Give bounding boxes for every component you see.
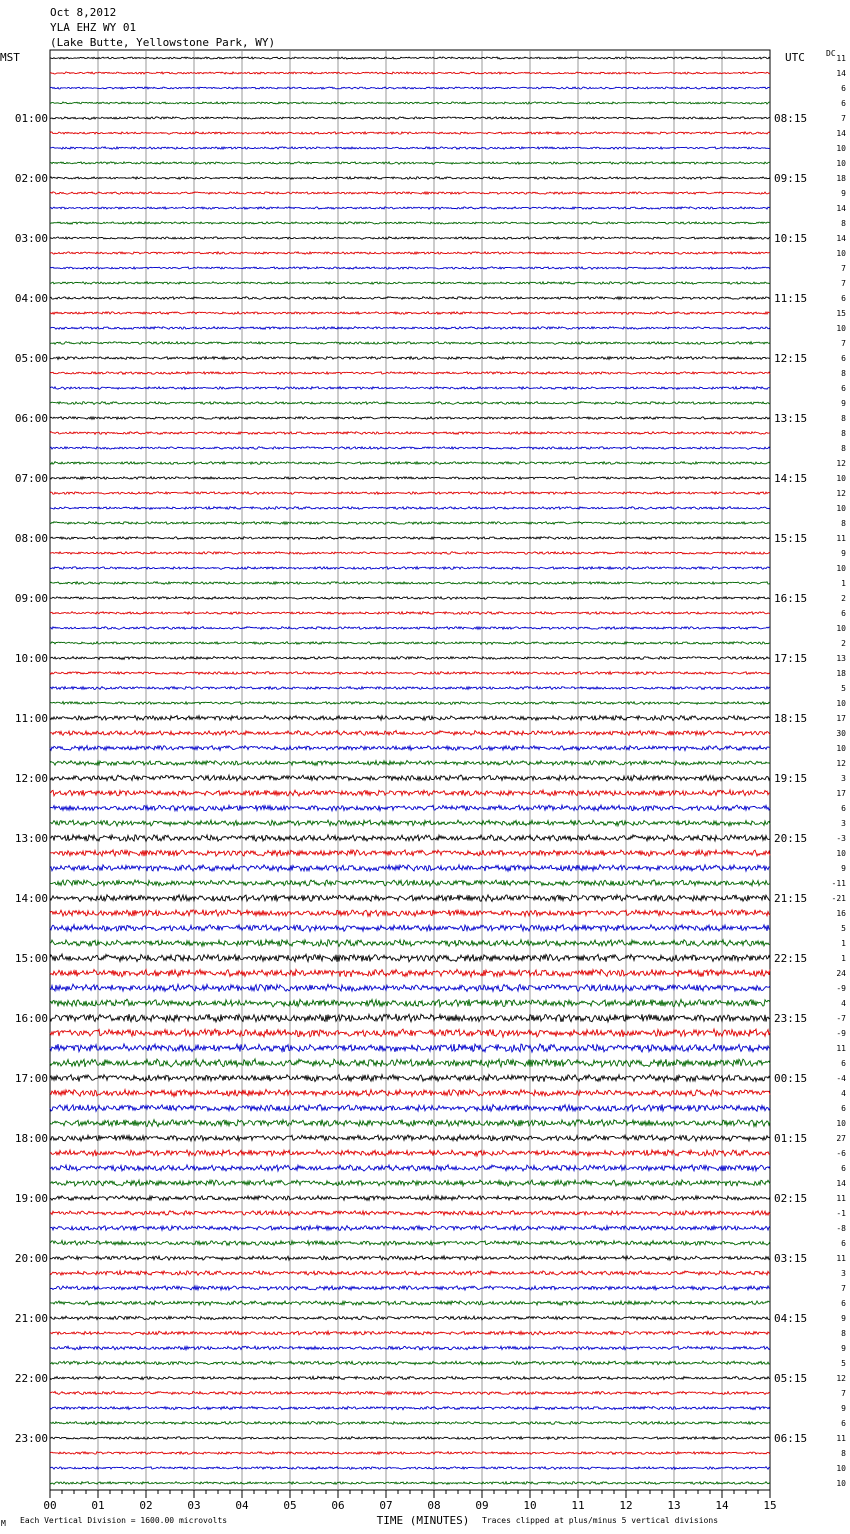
left-hour-label: 01:00 — [14, 112, 48, 125]
seismic-trace — [50, 1089, 770, 1096]
right-hour-label: 13:15 — [774, 412, 808, 425]
seismic-trace — [50, 597, 770, 600]
dc-offset-label: 5 — [841, 684, 846, 693]
seismic-trace — [50, 1196, 770, 1201]
right-hour-label: 18:15 — [774, 712, 808, 725]
dc-offset-label: 6 — [841, 1104, 846, 1113]
dc-offset-label: 9 — [841, 1404, 846, 1413]
chart-date: Oct 8,2012 — [50, 6, 117, 19]
dc-offset-label: 7 — [841, 264, 846, 273]
seismic-trace — [50, 117, 770, 119]
dc-offset-label: 9 — [841, 864, 846, 873]
dc-offset-label: 6 — [841, 609, 846, 618]
left-hour-label: 08:00 — [14, 532, 48, 545]
dc-offset-label: 13 — [836, 654, 846, 663]
seismic-trace — [50, 477, 770, 480]
left-hour-label: 19:00 — [14, 1192, 48, 1205]
dc-offset-label: 6 — [841, 99, 846, 108]
dc-offset-label: 11 — [836, 1434, 846, 1443]
seismic-trace — [50, 1059, 770, 1067]
left-hour-label: 12:00 — [14, 772, 48, 785]
dc-offset-label: 9 — [841, 189, 846, 198]
left-hour-label: 04:00 — [14, 292, 48, 305]
dc-offset-label: 10 — [836, 504, 846, 513]
seismic-trace — [50, 462, 770, 465]
seismic-trace — [50, 850, 770, 856]
seismic-trace — [50, 1271, 770, 1275]
dc-offset-label: 12 — [836, 459, 846, 468]
dc-offset-label: 2 — [841, 594, 846, 603]
right-hour-label: 21:15 — [774, 892, 808, 905]
dc-offset-label: 6 — [841, 354, 846, 363]
right-hour-label: 22:15 — [774, 952, 808, 965]
seismic-trace — [50, 567, 770, 570]
right-hour-label: 08:15 — [774, 112, 808, 125]
x-tick-label: 12 — [619, 1499, 633, 1512]
dc-offset-label: 3 — [841, 1269, 846, 1278]
seismic-trace — [50, 761, 770, 766]
x-tick-label: 04 — [235, 1499, 249, 1512]
dc-offset-label: 7 — [841, 114, 846, 123]
dc-offset-label: 10 — [836, 249, 846, 258]
seismic-trace — [50, 790, 770, 796]
seismic-trace — [50, 984, 770, 991]
seismic-trace — [50, 642, 770, 645]
dc-offset-label: 15 — [836, 309, 846, 318]
seismic-trace — [50, 999, 770, 1007]
right-hour-label: 17:15 — [774, 652, 808, 665]
seismic-trace — [50, 162, 770, 165]
seismic-trace — [50, 222, 770, 224]
seismic-trace — [50, 537, 770, 540]
dc-offset-label: 11 — [836, 54, 846, 63]
dc-offset-label: 8 — [841, 519, 846, 528]
right-hour-label: 16:15 — [774, 592, 808, 605]
left-hour-label: 16:00 — [14, 1012, 48, 1025]
seismic-trace — [50, 672, 770, 675]
seismic-trace — [50, 1075, 770, 1082]
dc-offset-label: -6 — [836, 1149, 846, 1158]
x-tick-label: 09 — [475, 1499, 489, 1512]
dc-offset-label: 5 — [841, 924, 846, 933]
dc-offset-label: 6 — [841, 1059, 846, 1068]
seismic-trace — [50, 1014, 770, 1022]
dc-offset-label: 9 — [841, 549, 846, 558]
left-hour-label: 23:00 — [14, 1432, 48, 1445]
dc-offset-label: -9 — [836, 1029, 846, 1038]
plot-area — [15, 50, 846, 1512]
right-hour-label: 09:15 — [774, 172, 808, 185]
dc-offset-label: 6 — [841, 384, 846, 393]
dc-offset-label: 18 — [836, 669, 846, 678]
dc-offset-label: 7 — [841, 1389, 846, 1398]
seismic-trace — [50, 1029, 770, 1037]
seismic-trace — [50, 432, 770, 435]
dc-offset-label: 7 — [841, 279, 846, 288]
seismic-trace — [50, 746, 770, 751]
station-code: YLA EHZ WY 01 — [50, 21, 137, 34]
dc-offset-label: 4 — [841, 999, 846, 1008]
seismic-trace — [50, 207, 770, 209]
dc-offset-label: 10 — [836, 474, 846, 483]
left-hour-label: 06:00 — [14, 412, 48, 425]
seismic-trace — [50, 72, 770, 74]
seismic-trace — [50, 342, 770, 345]
right-hour-label: 04:15 — [774, 1312, 808, 1325]
dc-offset-label: 14 — [836, 204, 846, 213]
dc-offset-label: 10 — [836, 1479, 846, 1488]
seismic-trace — [50, 925, 770, 932]
dc-offset-label: 14 — [836, 234, 846, 243]
dc-offset-label: 4 — [841, 1089, 846, 1098]
left-hour-label: 14:00 — [14, 892, 48, 905]
seismic-trace — [50, 657, 770, 660]
seismic-trace — [50, 835, 770, 842]
dc-offset-label: 8 — [841, 1449, 846, 1458]
dc-offset-label: 11 — [836, 1194, 846, 1203]
dc-offset-label: 1 — [841, 954, 846, 963]
seismic-trace — [50, 716, 770, 721]
right-hour-label: 20:15 — [774, 832, 808, 845]
dc-offset-label: 24 — [836, 969, 846, 978]
dc-offset-label: 6 — [841, 1239, 846, 1248]
dc-offset-label: 8 — [841, 1329, 846, 1338]
dc-offset-label: 14 — [836, 69, 846, 78]
clip-note: Traces clipped at plus/minus 5 vertical divisions — [482, 1516, 719, 1525]
seismic-trace — [50, 177, 770, 179]
seismic-trace — [50, 1119, 770, 1126]
seismic-trace — [50, 805, 770, 811]
dc-offset-label: 12 — [836, 759, 846, 768]
seismic-trace — [50, 417, 770, 420]
seismic-trace — [50, 1286, 770, 1290]
dc-offset-label: 10 — [836, 144, 846, 153]
seismic-trace — [50, 192, 770, 194]
seismic-trace — [50, 627, 770, 630]
dc-offset-label: 30 — [836, 729, 846, 738]
dc-offset-label: 17 — [836, 789, 846, 798]
right-hour-label: 05:15 — [774, 1372, 808, 1385]
scale-note: Each Vertical Division = 1600.00 microvolts — [20, 1516, 228, 1525]
seismic-trace — [50, 1211, 770, 1216]
seismic-trace — [50, 57, 770, 59]
dc-offset-label: 6 — [841, 1299, 846, 1308]
seismic-trace — [50, 252, 770, 254]
x-tick-label: 08 — [427, 1499, 441, 1512]
right-hour-label: 15:15 — [774, 532, 808, 545]
seismic-trace — [50, 910, 770, 917]
x-tick-label: 10 — [523, 1499, 537, 1512]
seismic-trace — [50, 1361, 770, 1365]
dc-offset-label: 8 — [841, 369, 846, 378]
dc-offset-label: -1 — [836, 1209, 846, 1218]
seismic-trace — [50, 1180, 770, 1186]
left-hour-label: 03:00 — [14, 232, 48, 245]
left-timezone-label: MST — [0, 51, 20, 64]
dc-offset-label: 9 — [841, 399, 846, 408]
seismic-trace — [50, 687, 770, 690]
dc-offset-label: 8 — [841, 429, 846, 438]
seismic-trace — [50, 1316, 770, 1320]
dc-offset-label: 8 — [841, 414, 846, 423]
right-hour-label: 12:15 — [774, 352, 808, 365]
left-hour-label: 10:00 — [14, 652, 48, 665]
station-location: (Lake Butte, Yellowstone Park, WY) — [50, 36, 276, 49]
seismic-trace — [50, 282, 770, 284]
dc-offset-label: 10 — [836, 744, 846, 753]
dc-offset-label: -9 — [836, 984, 846, 993]
dc-offset-label: 6 — [841, 804, 846, 813]
x-tick-label: 14 — [715, 1499, 729, 1512]
seismic-trace — [50, 702, 770, 705]
seismic-trace — [50, 731, 770, 736]
seismic-trace — [50, 267, 770, 270]
x-tick-label: 00 — [43, 1499, 57, 1512]
seismic-trace — [50, 372, 770, 375]
seismic-trace — [50, 820, 770, 826]
footer-mark: M — [1, 1519, 6, 1528]
dc-offset-label: 8 — [841, 444, 846, 453]
seismic-trace — [50, 1437, 770, 1440]
right-hour-label: 23:15 — [774, 1012, 808, 1025]
seismic-trace — [50, 552, 770, 555]
dc-offset-label: 1 — [841, 579, 846, 588]
dc-offset-label: -7 — [836, 1014, 846, 1023]
seismic-trace — [50, 357, 770, 360]
dc-offset-label: 18 — [836, 174, 846, 183]
dc-offset-label: -8 — [836, 1224, 846, 1233]
seismic-trace — [50, 1226, 770, 1231]
dc-offset-label: 17 — [836, 714, 846, 723]
dc-offset-label: 14 — [836, 1179, 846, 1188]
dc-offset-label: 16 — [836, 909, 846, 918]
left-hour-label: 02:00 — [14, 172, 48, 185]
x-tick-label: 02 — [139, 1499, 153, 1512]
seismic-trace — [50, 1135, 770, 1141]
dc-offset-label: 14 — [836, 129, 846, 138]
dc-offset-label: 9 — [841, 1344, 846, 1353]
x-tick-label: 03 — [187, 1499, 201, 1512]
seismic-trace — [50, 297, 770, 300]
seismic-trace — [50, 1241, 770, 1246]
seismic-trace — [50, 492, 770, 495]
dc-offset-label: 7 — [841, 1284, 846, 1293]
dc-offset-label: 10 — [836, 699, 846, 708]
right-hour-label: 01:15 — [774, 1132, 808, 1145]
left-hour-label: 20:00 — [14, 1252, 48, 1265]
left-hour-label: 09:00 — [14, 592, 48, 605]
dc-offset-label: 10 — [836, 849, 846, 858]
seismic-trace — [50, 1406, 770, 1409]
right-hour-label: 03:15 — [774, 1252, 808, 1265]
dc-offset-label: 6 — [841, 1419, 846, 1428]
right-hour-label: 06:15 — [774, 1432, 808, 1445]
seismic-trace — [50, 775, 770, 781]
dc-offset-label: 9 — [841, 1314, 846, 1323]
seismic-trace — [50, 895, 770, 902]
right-hour-label: 19:15 — [774, 772, 808, 785]
seismic-trace — [50, 1105, 770, 1112]
seismic-trace — [50, 402, 770, 405]
dc-offset-label: 11 — [836, 534, 846, 543]
seismic-trace — [50, 1452, 770, 1455]
x-tick-label: 15 — [763, 1499, 777, 1512]
seismic-trace — [50, 1150, 770, 1156]
seismic-trace — [50, 1346, 770, 1350]
seismic-trace — [50, 507, 770, 510]
seismic-trace — [50, 132, 770, 134]
seismic-trace — [50, 954, 770, 962]
left-hour-label: 22:00 — [14, 1372, 48, 1385]
seismic-trace — [50, 1165, 770, 1171]
seismic-trace — [50, 1467, 770, 1470]
seismic-trace — [50, 87, 770, 89]
x-axis-title: TIME (MINUTES) — [376, 1514, 470, 1527]
seismic-trace — [50, 1256, 770, 1260]
seismic-trace — [50, 1376, 770, 1379]
seismic-trace — [50, 1391, 770, 1394]
left-hour-label: 15:00 — [14, 952, 48, 965]
dc-offset-label: 3 — [841, 774, 846, 783]
seismic-trace — [50, 327, 770, 330]
seismic-trace — [50, 522, 770, 525]
dc-offset-label: 12 — [836, 1374, 846, 1383]
dc-offset-label: -21 — [831, 894, 846, 903]
dc-offset-label: 5 — [841, 1359, 846, 1368]
left-hour-label: 05:00 — [14, 352, 48, 365]
seismic-trace — [50, 969, 770, 977]
dc-offset-label: 11 — [836, 1254, 846, 1263]
seismic-trace — [50, 880, 770, 886]
seismic-trace — [50, 312, 770, 315]
dc-offset-label: -3 — [836, 834, 846, 843]
seismic-trace — [50, 147, 770, 149]
right-hour-label: 14:15 — [774, 472, 808, 485]
dc-offset-label: 10 — [836, 564, 846, 573]
right-hour-label: 11:15 — [774, 292, 808, 305]
dc-offset-label: 10 — [836, 624, 846, 633]
right-hour-label: 00:15 — [774, 1072, 808, 1085]
dc-offset-label: 11 — [836, 1044, 846, 1053]
seismic-trace — [50, 447, 770, 450]
seismic-trace — [50, 102, 770, 104]
right-hour-label: 02:15 — [774, 1192, 808, 1205]
dc-offset-label: 1 — [841, 939, 846, 948]
seismic-trace — [50, 1421, 770, 1424]
dc-offset-label: 3 — [841, 819, 846, 828]
seismic-trace — [50, 582, 770, 585]
seismic-trace — [50, 612, 770, 615]
seismic-trace — [50, 940, 770, 947]
x-tick-label: 07 — [379, 1499, 393, 1512]
right-timezone-label: UTC — [785, 51, 805, 64]
dc-offset-label: -11 — [831, 879, 846, 888]
left-hour-label: 07:00 — [14, 472, 48, 485]
dc-offset-label: 10 — [836, 324, 846, 333]
x-tick-label: 06 — [331, 1499, 345, 1512]
dc-header-label: DC — [826, 49, 836, 58]
dc-offset-label: -4 — [836, 1074, 846, 1083]
seismic-trace — [50, 1301, 770, 1305]
dc-offset-label: 10 — [836, 1464, 846, 1473]
left-hour-label: 13:00 — [14, 832, 48, 845]
dc-offset-label: 6 — [841, 1164, 846, 1173]
left-hour-label: 17:00 — [14, 1072, 48, 1085]
dc-offset-label: 27 — [836, 1134, 846, 1143]
x-tick-label: 13 — [667, 1499, 681, 1512]
dc-offset-label: 6 — [841, 294, 846, 303]
seismic-trace — [50, 387, 770, 390]
seismic-trace — [50, 1331, 770, 1335]
left-hour-label: 11:00 — [14, 712, 48, 725]
dc-offset-label: 2 — [841, 639, 846, 648]
seismic-trace — [50, 1044, 770, 1052]
dc-offset-label: 12 — [836, 489, 846, 498]
chart-header — [50, 6, 275, 49]
dc-offset-label: 10 — [836, 159, 846, 168]
dc-offset-label: 8 — [841, 219, 846, 228]
seismic-trace — [50, 865, 770, 872]
x-tick-label: 05 — [283, 1499, 297, 1512]
seismic-trace — [50, 1482, 770, 1485]
dc-offset-label: 7 — [841, 339, 846, 348]
x-tick-label: 11 — [571, 1499, 585, 1512]
right-hour-label: 10:15 — [774, 232, 808, 245]
dc-offset-label: 6 — [841, 84, 846, 93]
left-hour-label: 18:00 — [14, 1132, 48, 1145]
x-tick-label: 01 — [91, 1499, 105, 1512]
left-hour-label: 21:00 — [14, 1312, 48, 1325]
seismic-trace — [50, 237, 770, 239]
dc-offset-label: 10 — [836, 1119, 846, 1128]
